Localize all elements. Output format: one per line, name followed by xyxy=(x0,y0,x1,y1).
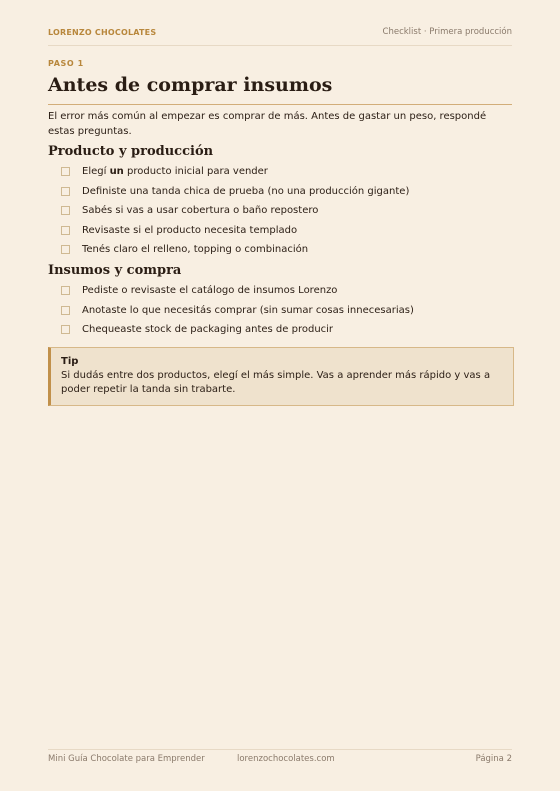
document-page xyxy=(48,0,512,791)
checkbox-icon[interactable] xyxy=(61,206,70,215)
page-title: Antes de comprar insumos xyxy=(48,74,512,105)
intro-text: El error más común al empezar es comprar de más. Antes de gastar un peso, respondé estas preguntas. xyxy=(48,111,487,137)
footer-guide-name: Mini Guía Chocolate para Emprender xyxy=(48,754,205,764)
checkbox-icon[interactable] xyxy=(61,286,70,295)
page-footer xyxy=(48,749,512,764)
checklist-item-label: Revisaste si el producto necesita templado xyxy=(82,224,298,236)
checklist-item[interactable] xyxy=(61,281,414,301)
checklist-item-label: Elegí un producto inicial para vender xyxy=(82,166,268,178)
checklist-producto xyxy=(61,162,409,260)
step-label: PASO 1 xyxy=(48,59,84,68)
checklist-item-label: Chequeaste stock de packaging antes de producir xyxy=(82,324,334,336)
checklist-item[interactable] xyxy=(61,221,409,241)
checklist-item[interactable] xyxy=(61,201,409,221)
tip-title: Tip xyxy=(61,356,79,367)
footer-website[interactable]: lorenzochocolates.com xyxy=(237,754,335,764)
tip-callout xyxy=(48,347,514,406)
section-title-producto: Producto y producción xyxy=(48,144,214,159)
document-label: Checklist · Primera producción xyxy=(382,27,512,37)
checkbox-icon[interactable] xyxy=(61,187,70,196)
checklist-insumos xyxy=(61,281,414,340)
checklist-item[interactable] xyxy=(61,240,409,260)
checklist-item-label: Tenés claro el relleno, topping o combinación xyxy=(82,244,309,256)
checkbox-icon[interactable] xyxy=(61,325,70,334)
checklist-item[interactable] xyxy=(61,301,414,321)
checkbox-icon[interactable] xyxy=(61,306,70,315)
checklist-item-label: Pediste o revisaste el catálogo de insumos Lorenzo xyxy=(82,285,338,297)
checklist-item[interactable] xyxy=(61,320,414,340)
checklist-item[interactable] xyxy=(61,162,409,182)
page-header xyxy=(48,27,512,46)
checkbox-icon[interactable] xyxy=(61,245,70,254)
checklist-item[interactable] xyxy=(61,182,409,202)
section-title-insumos: Insumos y compra xyxy=(48,263,182,278)
checklist-item-label: Definiste una tanda chica de prueba (no una producción gigante) xyxy=(82,185,410,197)
checkbox-icon[interactable] xyxy=(61,167,70,176)
tip-body: Si dudás entre dos productos, elegí el más simple. Vas a aprender más rápido y vas a poder repetir la tanda sin trabarte. xyxy=(61,370,491,395)
brand-name: LORENZO CHOCOLATES xyxy=(48,27,157,37)
page-number: Página 2 xyxy=(475,754,512,764)
checklist-item-label: Sabés si vas a usar cobertura o baño repostero xyxy=(82,205,319,217)
checkbox-icon[interactable] xyxy=(61,226,70,235)
checklist-item-label: Anotaste lo que necesitás comprar (sin sumar cosas innecesarias) xyxy=(82,304,414,316)
